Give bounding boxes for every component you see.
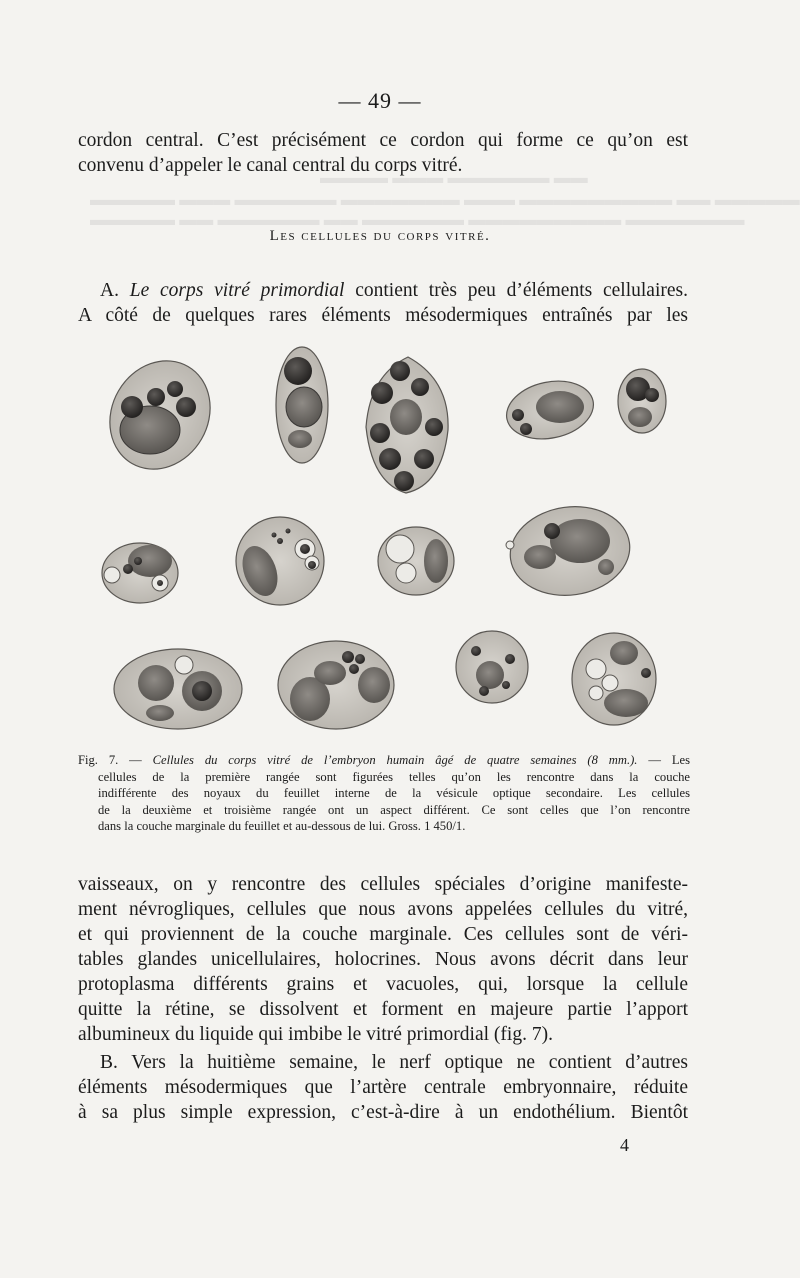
cell-row3-4	[572, 633, 656, 725]
text-fragment: — Les	[637, 753, 690, 767]
cell-row1-2	[276, 347, 328, 463]
paragraph-a	[78, 278, 688, 328]
cell-row3-2	[278, 641, 394, 729]
section-heading: Les cellules du corps vitré.	[269, 228, 491, 244]
text-line: protoplasma différents grains et vacuoles, qui, lorsque la cellule	[78, 974, 688, 995]
paragraph-b	[78, 1050, 688, 1125]
paragraph-continuation	[78, 128, 688, 178]
text-line: éléments mésodermiques que l’artère centrale embryonnaire, réduite	[78, 1077, 688, 1098]
cell-row2-2	[236, 517, 324, 605]
text-line: et qui proviennent de la couche marginale. Ces cellules sont de véri-	[78, 924, 688, 945]
figure-label: Fig. 7. —	[78, 753, 153, 767]
cell-row1-1	[90, 343, 229, 488]
caption-line: cellules de la première rangée sont figurées telles qu’on les rencontre dans la couche	[98, 769, 690, 784]
cell-row3-1	[114, 649, 242, 729]
text-line: ment névrogliques, cellules que nous avons appelées cellules du vitré,	[78, 899, 688, 920]
cell-row1-5	[618, 369, 666, 433]
cell-row1-4	[501, 373, 599, 446]
cell-row1-3	[366, 357, 448, 493]
page-number: — 49 —	[338, 88, 422, 113]
figure-caption	[78, 752, 690, 835]
cell-row2-1	[102, 543, 178, 603]
text-line: vaisseaux, on y rencontre des cellules spéciales d’origine manifeste-	[78, 874, 688, 895]
paragraph-body	[78, 872, 688, 1047]
text-line: B. Vers la huitième semaine, le nerf optique ne contient d’autres	[100, 1052, 688, 1073]
paragraph-label: A.	[100, 280, 130, 301]
caption-line: indifférente des noyaux du feuillet interne de la vésicule optique secondaire. Les cellules	[98, 786, 690, 800]
cell-row3-3	[456, 631, 528, 703]
text-line: cordon central. C’est précisément ce cordon qui forme ce qu’on est	[78, 130, 688, 151]
text-line: albumineux du liquide qui imbibe le vitré primordial (fig. 7).	[78, 1024, 553, 1045]
signature-mark: 4	[620, 1135, 629, 1155]
text-line: A côté de quelques rares éléments mésodermiques entraînés par les	[78, 305, 688, 326]
bleed-through-text: ▬▬▬▬▬ ▬▬ ▬▬▬▬▬▬ ▬▬ ▬▬▬▬▬▬ ▬▬▬▬▬▬▬▬▬ ▬▬▬▬▬▬▬	[90, 210, 745, 229]
bleed-through-text: ▬▬▬▬▬ ▬▬▬ ▬▬▬▬▬▬ ▬▬▬▬▬▬▬ ▬▬▬ ▬▬▬▬▬▬▬▬▬ ▬▬ ▬▬▬▬▬	[90, 190, 800, 209]
cell-row2-4	[504, 499, 635, 603]
cell-row2-3	[378, 527, 454, 595]
caption-line: dans la couche marginale du feuillet et au-dessous de lui. Gross. 1 450/1.	[98, 819, 466, 833]
text-line: tables glandes unicellulaires, holocrines. Nous avons décrit dans leur	[78, 949, 688, 970]
caption-line	[78, 752, 690, 769]
bleed-through-text: ▬▬▬▬ ▬▬▬ ▬▬▬▬▬▬ ▬▬	[320, 168, 588, 187]
italic-term: Le corps vitré primordial	[129, 280, 345, 301]
text-line: quitte la rétine, se dissolvent et forment en majeure partie l’apport	[78, 999, 688, 1020]
text-fragment: contient très peu d’éléments cellulaires.	[344, 280, 688, 301]
text-line	[78, 278, 688, 303]
figure-7-plate	[90, 335, 690, 745]
text-line: à sa plus simple expression, c’est-à-dire à un endothélium. Bientôt	[78, 1102, 688, 1123]
figure-title: Cellules du corps vitré de l’embryon humain âgé de quatre semaines (8 mm.).	[152, 753, 638, 767]
caption-line: de la deuxième et troisième rangée ont un aspect différent. Ce sont celles que l’on rencontre	[98, 802, 690, 817]
text-line: convenu d’appeler le canal central du corps vitré.	[78, 155, 463, 176]
